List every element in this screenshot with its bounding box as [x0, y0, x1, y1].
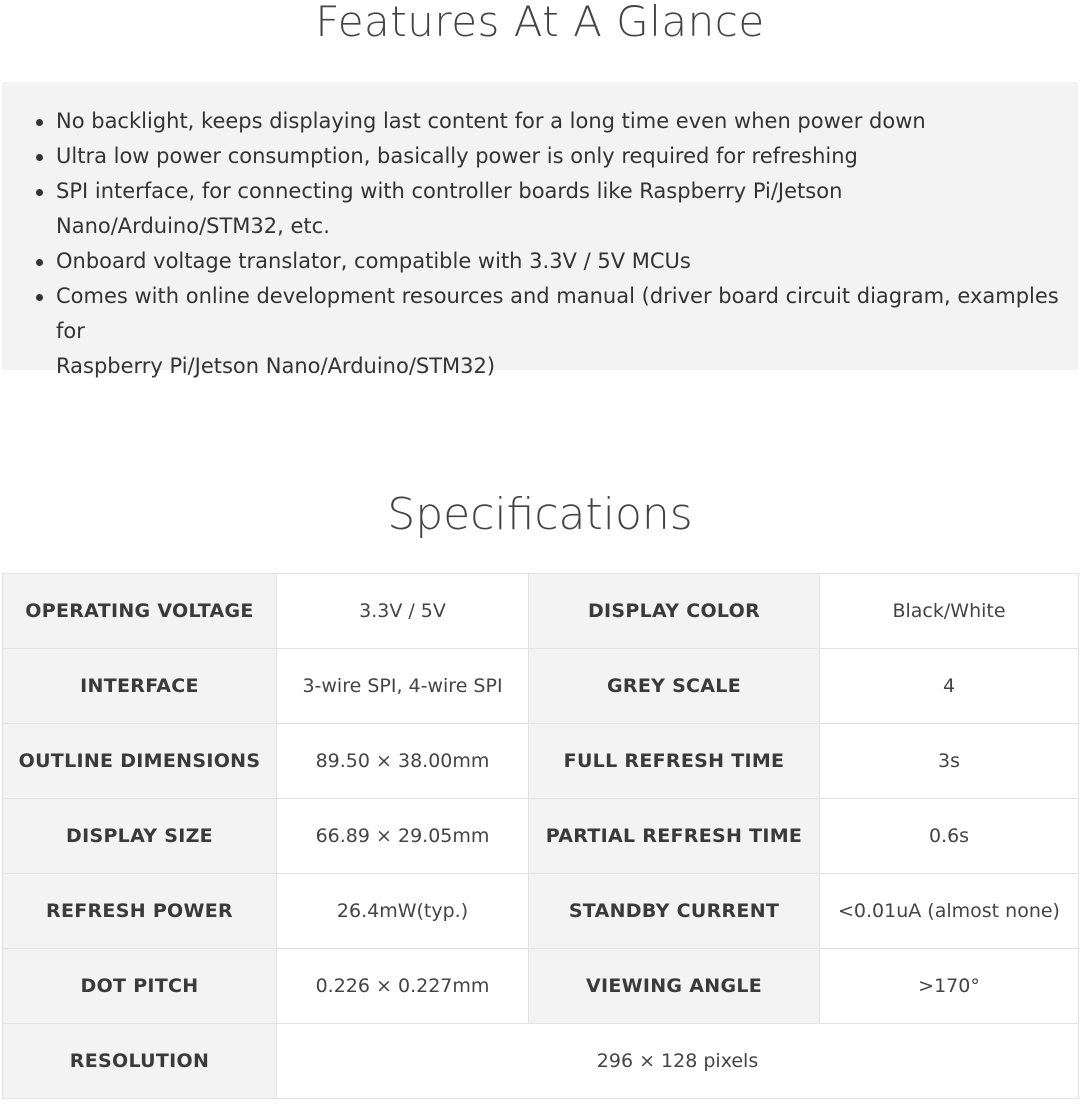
spec-value: 26.4mW(typ.): [277, 874, 529, 949]
spec-value: 89.50 × 38.00mm: [277, 724, 529, 799]
spec-label: FULL REFRESH TIME: [529, 724, 820, 799]
table-row: [3, 649, 1079, 724]
table-row: [3, 874, 1079, 949]
spec-label: GREY SCALE: [529, 649, 820, 724]
specifications-table: [2, 573, 1079, 1099]
spec-label: OPERATING VOLTAGE: [3, 574, 277, 649]
spec-value: 296 × 128 pixels: [277, 1024, 1079, 1099]
feature-item: [34, 104, 1064, 139]
feature-text: Onboard voltage translator, compatible with 3.3V / 5V MCUs: [56, 249, 691, 273]
spec-label: VIEWING ANGLE: [529, 949, 820, 1024]
features-title: Features At A Glance: [315, 0, 765, 46]
spec-label: DOT PITCH: [3, 949, 277, 1024]
feature-text: SPI interface, for connecting with controller boards like Raspberry Pi/Jetson: [56, 179, 843, 203]
table-row: [3, 949, 1079, 1024]
table-row: [3, 574, 1079, 649]
feature-text: No backlight, keeps displaying last content for a long time even when power down: [56, 109, 926, 133]
spec-value: 3.3V / 5V: [277, 574, 529, 649]
table-row: [3, 1024, 1079, 1099]
feature-item: [34, 279, 1064, 384]
spec-label: DISPLAY SIZE: [3, 799, 277, 874]
spec-label: STANDBY CURRENT: [529, 874, 820, 949]
spec-value: 4: [820, 649, 1079, 724]
spec-value: 3-wire SPI, 4-wire SPI: [277, 649, 529, 724]
feature-text-continued: Raspberry Pi/Jetson Nano/Arduino/STM32): [56, 354, 496, 378]
spec-value: 66.89 × 29.05mm: [277, 799, 529, 874]
feature-item: [34, 139, 1064, 174]
spec-label: RESOLUTION: [3, 1024, 277, 1099]
spec-value: >170°: [820, 949, 1079, 1024]
feature-item: [34, 174, 1064, 244]
feature-item: [34, 244, 1064, 279]
feature-text: Ultra low power consumption, basically power is only required for refreshing: [56, 144, 858, 168]
spec-value: <0.01uA (almost none): [820, 874, 1079, 949]
spec-label: INTERFACE: [3, 649, 277, 724]
specifications-title: Specifications: [387, 489, 693, 540]
spec-label: OUTLINE DIMENSIONS: [3, 724, 277, 799]
spec-label: REFRESH POWER: [3, 874, 277, 949]
spec-value: Black/White: [820, 574, 1079, 649]
spec-value: 3s: [820, 724, 1079, 799]
spec-value: 0.226 × 0.227mm: [277, 949, 529, 1024]
spec-label: DISPLAY COLOR: [529, 574, 820, 649]
feature-text-continued: Nano/Arduino/STM32, etc.: [56, 214, 330, 238]
spec-label: PARTIAL REFRESH TIME: [529, 799, 820, 874]
features-box: [2, 82, 1078, 378]
feature-text: Comes with online development resources and manual (driver board circuit diagram, examples for: [56, 284, 1059, 343]
table-row: [3, 799, 1079, 874]
features-list: [34, 104, 1064, 384]
spec-value: 0.6s: [820, 799, 1079, 874]
table-row: [3, 724, 1079, 799]
